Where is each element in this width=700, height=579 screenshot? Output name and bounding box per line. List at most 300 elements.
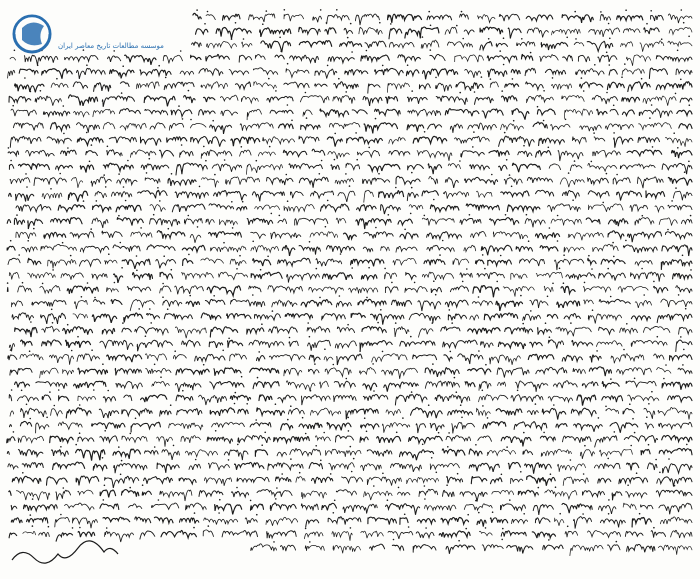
handwritten-word — [514, 422, 547, 430]
handwritten-word — [465, 177, 498, 184]
handwritten-word — [456, 82, 483, 91]
handwritten-word — [284, 204, 314, 211]
handwritten-word — [144, 477, 173, 484]
handwritten-word — [557, 301, 580, 308]
handwritten-word — [481, 245, 512, 255]
handwritten-word — [358, 299, 386, 305]
handwritten-word — [42, 193, 62, 199]
ink-dot — [614, 431, 616, 433]
ink-dot — [625, 240, 627, 242]
handwritten-word — [678, 368, 692, 373]
ink-dot — [40, 90, 42, 92]
handwritten-word — [189, 464, 201, 470]
handwritten-word — [368, 84, 380, 93]
handwritten-word — [445, 300, 468, 307]
handwritten-line — [12, 294, 693, 311]
handwritten-word — [26, 150, 55, 156]
handwritten-word — [520, 259, 545, 266]
ink-dot — [199, 186, 201, 188]
handwritten-word — [372, 354, 407, 362]
handwritten-word — [255, 205, 280, 210]
ink-dot — [639, 513, 641, 515]
handwritten-word — [490, 355, 521, 365]
handwritten-word — [507, 545, 533, 553]
handwritten-word — [336, 218, 346, 224]
ink-dot — [475, 444, 477, 446]
handwritten-word — [573, 368, 585, 374]
handwritten-word — [564, 247, 584, 252]
handwritten-word — [332, 532, 352, 541]
ink-dot — [485, 364, 487, 366]
handwritten-word — [24, 505, 58, 511]
ink-dot — [273, 541, 275, 543]
handwritten-word — [23, 531, 36, 534]
ink-dot — [305, 528, 307, 530]
handwritten-word — [94, 83, 111, 92]
handwritten-word — [328, 151, 350, 159]
handwritten-word — [416, 532, 434, 538]
handwritten-word — [278, 258, 311, 266]
handwritten-word — [142, 491, 151, 495]
handwritten-word — [475, 97, 494, 104]
ink-dot — [485, 527, 487, 529]
handwritten-word — [608, 219, 628, 226]
handwritten-word — [527, 411, 538, 415]
handwritten-word — [103, 397, 115, 402]
handwritten-word — [483, 422, 506, 429]
handwritten-word — [193, 13, 201, 19]
handwritten-word — [344, 28, 353, 33]
handwritten-word — [334, 82, 359, 89]
ink-dot — [467, 514, 469, 516]
handwritten-word — [257, 489, 292, 496]
handwritten-word — [643, 96, 676, 106]
ink-dot — [593, 132, 595, 134]
ink-dot — [212, 120, 214, 122]
ink-dot — [606, 52, 608, 54]
handwritten-word — [185, 450, 217, 457]
handwritten-word — [7, 437, 15, 443]
ink-dot — [610, 378, 612, 380]
ink-dot — [565, 119, 567, 121]
handwritten-word — [639, 109, 672, 118]
handwritten-word — [336, 490, 356, 495]
handwritten-word — [328, 57, 354, 63]
handwritten-word — [122, 328, 131, 332]
handwritten-word — [471, 477, 487, 484]
handwritten-word — [477, 272, 504, 279]
ink-dot — [375, 118, 377, 120]
handwritten-word — [490, 218, 519, 225]
handwritten-word — [611, 354, 644, 364]
handwritten-word — [131, 422, 160, 432]
ink-dot — [523, 145, 525, 147]
handwritten-word — [210, 125, 232, 134]
handwritten-word — [363, 395, 387, 401]
handwritten-word — [290, 191, 303, 198]
handwritten-word — [540, 55, 559, 62]
handwritten-word — [659, 218, 677, 226]
ink-dot — [502, 528, 504, 530]
handwritten-word — [409, 313, 440, 323]
handwritten-word — [72, 518, 97, 528]
handwritten-word — [191, 137, 226, 147]
ink-dot — [305, 92, 307, 94]
handwritten-word — [445, 27, 457, 34]
ink-dot — [584, 282, 586, 284]
handwritten-word — [177, 409, 202, 415]
handwritten-word — [541, 449, 571, 456]
handwritten-word — [338, 191, 355, 202]
handwritten-word — [301, 300, 332, 308]
handwritten-word — [480, 342, 493, 348]
ink-dot — [424, 131, 426, 133]
handwritten-word — [641, 449, 650, 455]
ink-dot — [266, 10, 268, 12]
ink-dot — [582, 513, 584, 515]
handwritten-word — [337, 354, 362, 365]
handwritten-word — [216, 28, 251, 39]
handwritten-word — [9, 164, 13, 169]
handwritten-word — [427, 245, 454, 251]
handwritten-word — [566, 273, 595, 280]
handwritten-word — [606, 408, 619, 413]
handwritten-word — [560, 178, 584, 187]
handwritten-word — [656, 490, 692, 496]
ink-dot — [625, 9, 627, 11]
handwritten-word — [599, 299, 630, 303]
ink-dot — [648, 403, 650, 405]
handwritten-word — [28, 273, 56, 279]
handwritten-line — [8, 457, 692, 474]
handwritten-word — [361, 424, 379, 429]
handwritten-word — [406, 272, 416, 279]
ink-dot — [287, 104, 289, 106]
handwritten-word — [505, 328, 533, 335]
handwritten-word — [455, 136, 490, 143]
handwritten-word — [663, 464, 692, 473]
ink-dot — [609, 38, 611, 40]
handwritten-word — [136, 82, 159, 89]
handwritten-word — [179, 478, 196, 484]
handwritten-word — [311, 191, 334, 198]
ink-dot — [103, 499, 105, 501]
ink-dot — [333, 364, 335, 366]
handwritten-word — [626, 492, 647, 498]
ink-dot — [602, 202, 604, 204]
handwritten-word — [411, 408, 443, 418]
handwritten-line — [9, 90, 692, 107]
ink-dot — [521, 38, 523, 40]
handwritten-word — [13, 123, 43, 131]
handwritten-word — [92, 314, 116, 323]
handwritten-word — [68, 191, 87, 201]
handwritten-word — [238, 409, 248, 413]
handwritten-word — [210, 382, 244, 389]
ink-dot — [608, 499, 610, 501]
handwritten-word — [76, 476, 99, 485]
handwritten-word — [312, 149, 325, 155]
handwritten-word — [22, 463, 43, 468]
ink-dot — [59, 173, 61, 175]
handwritten-word — [19, 164, 50, 170]
ink-dot — [501, 90, 503, 92]
ink-dot — [469, 214, 471, 216]
handwritten-word — [654, 286, 668, 293]
handwritten-line — [10, 416, 693, 433]
handwritten-word — [379, 191, 404, 199]
ink-dot — [606, 173, 608, 175]
handwritten-word — [288, 408, 304, 414]
ink-dot — [272, 310, 274, 312]
handwritten-word — [253, 259, 271, 266]
handwritten-word — [460, 14, 469, 19]
ink-dot — [616, 174, 618, 176]
ink-dot — [588, 255, 590, 257]
ink-dot — [428, 404, 430, 406]
ink-dot — [11, 389, 13, 391]
handwritten-word — [424, 259, 445, 265]
handwritten-word — [430, 205, 459, 212]
ink-dot — [237, 444, 239, 446]
ink-dot — [10, 160, 12, 162]
handwritten-word — [154, 517, 173, 523]
handwritten-word — [540, 246, 558, 251]
handwritten-word — [11, 109, 36, 116]
ink-dot — [548, 147, 550, 149]
handwritten-word — [313, 16, 322, 22]
ink-dot — [509, 499, 511, 501]
handwritten-word — [600, 519, 625, 527]
handwritten-word — [340, 42, 362, 47]
handwritten-word — [430, 54, 445, 60]
handwritten-word — [364, 190, 374, 202]
ink-dot — [261, 444, 263, 446]
ink-dot — [375, 227, 377, 229]
handwritten-word — [659, 503, 692, 514]
ink-dot — [29, 350, 31, 352]
handwritten-word — [617, 191, 642, 201]
handwritten-word — [343, 504, 377, 513]
handwritten-word — [460, 273, 472, 278]
handwritten-word — [103, 163, 133, 171]
handwritten-word — [627, 150, 662, 156]
handwritten-word — [261, 41, 291, 52]
globe-logo-icon — [14, 16, 50, 52]
handwritten-word — [176, 369, 209, 375]
handwritten-word — [41, 244, 77, 250]
ink-dot — [511, 186, 513, 188]
handwritten-word — [413, 355, 437, 360]
handwritten-word — [568, 232, 603, 240]
handwritten-word — [131, 150, 156, 157]
ink-dot — [411, 187, 413, 189]
handwritten-word — [441, 517, 469, 524]
handwritten-line — [10, 403, 692, 420]
ink-dot — [336, 9, 338, 11]
handwritten-word — [676, 286, 692, 293]
handwritten-word — [230, 354, 247, 361]
ink-dot — [366, 50, 368, 52]
handwritten-word — [120, 82, 129, 87]
ink-dot — [506, 446, 508, 448]
handwritten-word — [164, 314, 192, 320]
handwritten-word — [458, 354, 483, 364]
handwritten-word — [51, 83, 68, 87]
handwritten-word — [511, 273, 527, 279]
handwritten-word — [599, 327, 615, 334]
handwritten-word — [360, 437, 368, 442]
ink-dot — [661, 38, 663, 40]
handwritten-word — [15, 382, 30, 387]
handwritten-word — [662, 435, 692, 442]
ink-dot — [462, 38, 464, 40]
handwritten-word — [570, 165, 582, 171]
handwritten-word — [102, 231, 122, 238]
handwritten-word — [580, 450, 594, 459]
ink-dot — [255, 419, 257, 421]
handwritten-word — [251, 544, 277, 551]
ink-dot — [279, 37, 281, 39]
ink-dot — [512, 78, 514, 80]
ink-dot — [239, 255, 241, 257]
handwritten-word — [622, 110, 634, 116]
ink-dot — [315, 445, 317, 447]
ink-dot — [79, 432, 81, 434]
ink-dot — [89, 161, 91, 163]
handwritten-word — [114, 274, 123, 283]
handwritten-word — [545, 69, 565, 74]
handwritten-word — [382, 368, 418, 379]
handwritten-word — [422, 218, 454, 225]
handwritten-word — [145, 450, 159, 454]
ink-dot — [327, 200, 329, 202]
ink-dot — [264, 432, 266, 434]
handwritten-line — [9, 335, 692, 351]
ink-dot — [642, 215, 644, 217]
handwritten-word — [640, 41, 664, 52]
ink-dot — [255, 160, 257, 162]
handwritten-word — [190, 234, 201, 242]
ink-dot — [159, 200, 161, 202]
handwritten-word — [77, 354, 100, 362]
handwritten-word — [523, 314, 541, 320]
ink-dot — [643, 294, 645, 296]
ink-dot — [252, 241, 254, 243]
handwritten-word — [386, 409, 401, 415]
handwritten-word — [128, 504, 141, 509]
ink-dot — [653, 281, 655, 283]
ink-dot — [42, 283, 44, 285]
handwritten-word — [42, 69, 72, 79]
handwritten-word — [28, 219, 43, 229]
ink-dot — [26, 404, 28, 406]
handwritten-word — [78, 368, 108, 374]
handwritten-word — [342, 477, 363, 483]
ink-dot — [613, 256, 615, 258]
ink-dot — [182, 390, 184, 392]
handwritten-word — [78, 490, 93, 495]
ink-dot — [168, 228, 170, 230]
handwritten-word — [448, 314, 466, 321]
handwritten-word — [321, 204, 350, 211]
handwritten-word — [212, 422, 245, 427]
ink-dot — [327, 65, 329, 67]
ink-dot — [351, 51, 353, 53]
ink-dot — [377, 322, 379, 324]
handwritten-word — [223, 14, 241, 20]
handwritten-line — [9, 158, 692, 175]
handwritten-word — [61, 273, 83, 280]
handwritten-word — [199, 68, 223, 75]
handwritten-word — [277, 452, 286, 456]
handwritten-word — [77, 68, 106, 79]
handwritten-word — [525, 219, 545, 228]
ink-dot — [684, 171, 686, 173]
ink-dot — [442, 240, 444, 242]
handwritten-word — [477, 520, 486, 527]
handwritten-word — [127, 287, 150, 292]
handwritten-word — [562, 355, 582, 361]
handwritten-word — [74, 381, 106, 388]
handwritten-word — [253, 382, 279, 389]
ink-dot — [7, 282, 9, 284]
handwritten-word — [299, 27, 321, 34]
ink-dot — [326, 22, 328, 24]
ink-dot — [236, 268, 238, 270]
ink-dot — [641, 268, 643, 270]
handwritten-word — [168, 178, 196, 186]
handwritten-word — [498, 382, 506, 386]
handwritten-word — [140, 531, 155, 539]
handwritten-word — [105, 476, 139, 488]
handwritten-word — [157, 437, 173, 447]
handwritten-word — [523, 450, 533, 455]
handwritten-word — [284, 82, 309, 87]
handwritten-word — [146, 368, 171, 373]
handwritten-word — [661, 299, 692, 307]
ink-dot — [171, 173, 173, 175]
ink-dot — [178, 105, 180, 107]
ink-dot — [346, 378, 348, 380]
handwritten-word — [122, 259, 150, 269]
handwritten-word — [430, 463, 459, 469]
ink-dot — [398, 487, 400, 489]
handwritten-word — [109, 137, 136, 143]
ink-dot — [422, 36, 424, 38]
handwritten-word — [447, 476, 463, 483]
ink-dot — [596, 350, 598, 352]
handwritten-word — [476, 260, 484, 264]
handwritten-word — [669, 27, 692, 34]
handwritten-word — [527, 95, 554, 102]
handwritten-word — [17, 396, 38, 402]
handwritten-word — [670, 355, 693, 360]
handwritten-word — [92, 218, 108, 228]
handwritten-word — [140, 69, 171, 75]
handwritten-word — [48, 259, 76, 268]
handwritten-word — [364, 232, 393, 239]
handwritten-word — [515, 381, 548, 392]
ink-dot — [136, 255, 138, 257]
ink-dot — [627, 484, 629, 486]
handwritten-word — [576, 69, 605, 75]
handwritten-word — [145, 109, 168, 115]
handwritten-word — [173, 355, 186, 359]
handwritten-word — [9, 272, 19, 279]
handwritten-word — [135, 517, 151, 523]
ink-dot — [424, 215, 426, 217]
